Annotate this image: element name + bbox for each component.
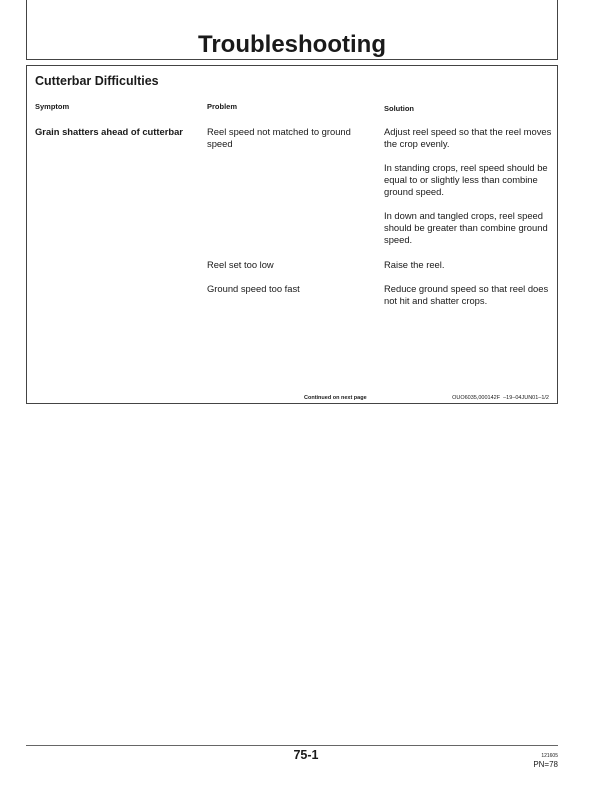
title-box: [26, 0, 558, 60]
problem-cell: Reel speed not matched to ground speed: [207, 126, 351, 149]
symptom-cell: Grain shatters ahead of cutterbar: [35, 126, 183, 137]
troubleshooting-table: [26, 65, 558, 404]
column-header-solution: Solution: [384, 104, 414, 113]
continued-note: Continued on next page: [304, 395, 367, 401]
column-header-problem: Problem: [207, 102, 238, 111]
solution-cell: Raise the reel.: [384, 259, 445, 270]
column-header-symptom: Symptom: [35, 102, 70, 111]
section-title: Cutterbar Difficulties: [35, 74, 159, 88]
solution-cell: Reduce ground speed so that reel does not hit and shatter crops.: [384, 283, 549, 306]
problem-cell: Reel set too low: [207, 259, 274, 270]
document-code: OUO6035,000142F –19–04JUN01–1/2: [452, 395, 549, 401]
date-code: 121605: [541, 753, 558, 759]
page-number: 75-1: [293, 748, 319, 762]
solution-cell: In standing crops, reel speed should be equal to or slightly less than combine ground speed.: [384, 162, 548, 197]
problem-cell: Ground speed too fast: [207, 283, 300, 294]
solution-cell: Adjust reel speed so that the reel moves the crop evenly.: [384, 126, 552, 149]
page-rule: [26, 745, 558, 746]
pn-number: PN=78: [533, 760, 558, 769]
page-title: Troubleshooting: [198, 31, 386, 58]
solution-cell: In down and tangled crops, reel speed should be greater than combine ground speed.: [384, 210, 548, 245]
